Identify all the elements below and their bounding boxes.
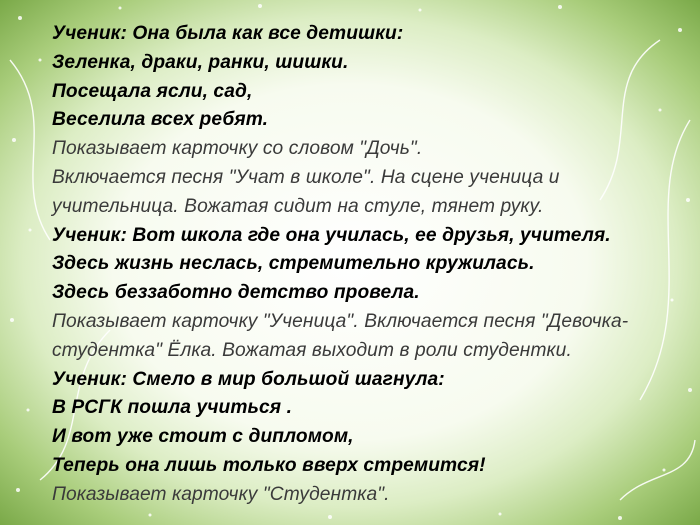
text-line-9: Здесь жизнь неслась, стремительно кружилась.: [52, 253, 535, 275]
text-line-16: Теперь она лишь только вверх стремится!: [52, 454, 486, 476]
text-body: [52, 20, 692, 510]
text-line-12: студентка" Ёлка. Вожатая выходит в роли студентки.: [52, 339, 572, 361]
text-line-17: Показывает карточку "Студентка".: [52, 483, 390, 505]
text-line-3: Посещала ясли, сад,: [52, 80, 253, 102]
text-line-13: Ученик: Смело в мир большой шагнула:: [52, 368, 445, 390]
text-line-4: Веселила всех ребят.: [52, 109, 269, 131]
text-line-15: И вот уже стоит с дипломом,: [52, 426, 354, 448]
text-line-5: Показывает карточку со словом "Дочь".: [52, 138, 423, 160]
text-line-11: Показывает карточку "Ученица". Включается песня "Девочка-: [52, 310, 629, 332]
text-line-10: Здесь беззаботно детство провела.: [52, 282, 420, 304]
text-line-6: Включается песня "Учат в школе". На сцене ученица и: [52, 166, 560, 188]
text-line-8: Ученик: Вот школа где она училась, ее друзья, учителя.: [52, 224, 611, 246]
text-line-2: Зеленка, драки, ранки, шишки.: [52, 51, 349, 73]
text-line-14: В РСГК пошла учиться .: [52, 397, 293, 419]
text-line-1: Ученик: Она была как все детишки:: [52, 23, 404, 44]
text-line-7: учительница. Вожатая сидит на стуле, тянет руку.: [52, 195, 544, 217]
